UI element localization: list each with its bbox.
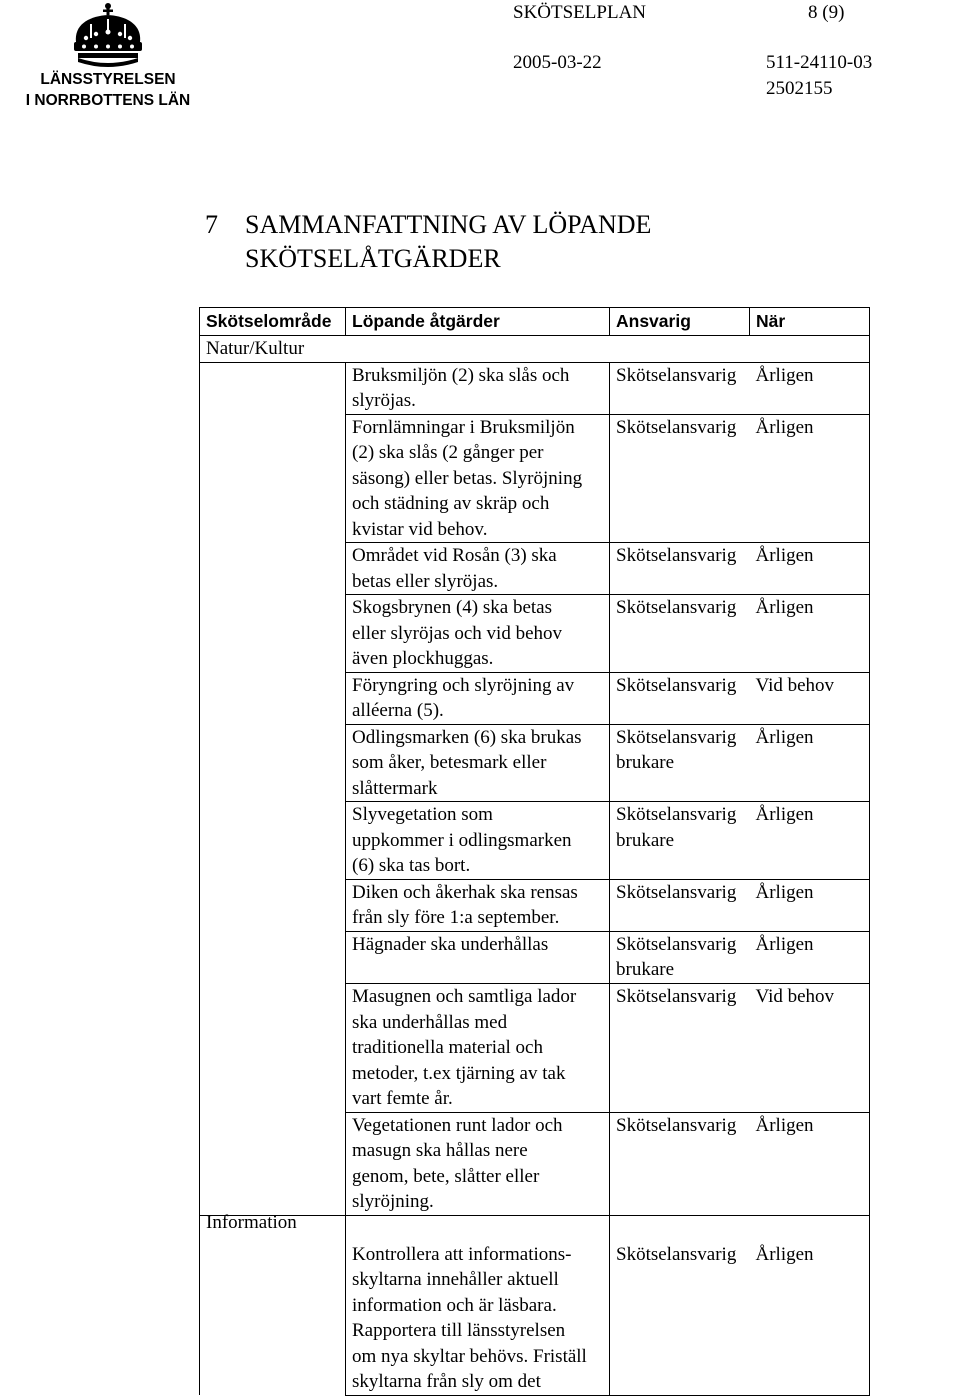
responsible-text: Skötselansvarig [616, 1114, 737, 1136]
table-row [200, 724, 870, 802]
when-cell: Årligen [750, 595, 870, 673]
action-text: säsong) eller betas. Slyröjning [352, 467, 583, 489]
responsible-text: Skötselansvarig [616, 804, 737, 825]
when-cell: Årligen [750, 1215, 870, 1395]
table-row [200, 595, 870, 673]
column-header: Löpande åtgärder [346, 308, 610, 336]
responsible-cell [610, 1112, 750, 1215]
when-cell: Årligen [750, 879, 870, 931]
reference-number: 511-24110-03 [766, 52, 873, 73]
maintenance-table [199, 307, 870, 1396]
action-cell [346, 362, 610, 414]
table-row [200, 543, 870, 595]
action-text: och städning av skräp och [352, 493, 550, 514]
responsible-cell [610, 879, 750, 931]
action-text: om nya skyltar behövs. Friställ [352, 1345, 587, 1367]
action-text: slyröjas. [352, 390, 416, 411]
page-number: 8 (9) [808, 2, 845, 23]
action-text: genom, bete, slåtter eller [352, 1165, 540, 1187]
action-text: slåttermark [352, 777, 438, 799]
action-cell [346, 1215, 610, 1395]
responsible-text: Skötselansvarig [616, 416, 737, 438]
action-cell [346, 802, 610, 880]
responsible-text: Skötselansvarig [616, 1243, 737, 1265]
action-text: Hägnader ska underhållas [352, 933, 549, 955]
area-cell [200, 879, 346, 931]
action-text: Diken och åkerhak ska rensas [352, 881, 578, 903]
responsible-cell [610, 595, 750, 673]
table-row [200, 1112, 870, 1215]
group-label: Natur/Kultur [200, 336, 870, 363]
area-cell [200, 931, 346, 984]
column-header: Skötselområde [200, 308, 346, 336]
table-row [200, 802, 870, 880]
action-cell [346, 1112, 610, 1215]
table-row [200, 931, 870, 984]
responsible-cell [610, 1215, 750, 1395]
responsible-text: Skötselansvarig [616, 545, 737, 566]
table-row [200, 879, 870, 931]
responsible-text: Skötselansvarig [616, 364, 737, 386]
when-cell: Årligen [750, 802, 870, 880]
action-text: Föryngring och slyröjning av [352, 674, 575, 696]
action-text: eller slyröjas och vid behov [352, 622, 563, 644]
document-date: 2005-03-22 [513, 52, 602, 73]
area-cell [200, 543, 346, 595]
responsible-text: Skötselansvarig [616, 881, 737, 903]
action-cell [346, 672, 610, 724]
area-cell [200, 802, 346, 880]
responsible-cell [610, 672, 750, 724]
action-cell [346, 414, 610, 543]
section-number: 7 [205, 210, 218, 239]
table-row [200, 1215, 870, 1395]
responsible-text: Skötselansvarig [616, 986, 737, 1007]
responsible-text: brukare [616, 959, 675, 980]
responsible-cell [610, 802, 750, 880]
responsible-cell [610, 931, 750, 984]
when-cell: Årligen [750, 931, 870, 984]
responsible-text: brukare [616, 829, 675, 851]
area-cell [200, 414, 346, 543]
area-cell [200, 1112, 346, 1215]
action-cell [346, 931, 610, 984]
table-row [200, 414, 870, 543]
when-cell: Årligen [750, 543, 870, 595]
document-title: SKÖTSELPLAN [513, 2, 647, 23]
org-name-line2: I NORRBOTTENS LÄN [25, 92, 191, 109]
action-text: skyltarna från sly om det [352, 1371, 541, 1392]
action-text: (6) ska tas bort. [352, 855, 471, 876]
org-name-line1: LÄNSSTYRELSEN [40, 71, 176, 88]
area-cell [200, 362, 346, 414]
table-header-row [200, 308, 870, 336]
action-text: information och är läsbara. [352, 1294, 557, 1316]
group-label-information: Information [206, 1212, 297, 1233]
responsible-text: Skötselansvarig [616, 933, 737, 955]
action-text: Bruksmiljön (2) ska slås och [352, 364, 570, 386]
action-text: uppkommer i odlingsmarken [352, 829, 572, 851]
action-cell [346, 543, 610, 595]
group-row [200, 336, 870, 363]
reference-number-2: 2502155 [766, 78, 833, 99]
when-cell: Vid behov [750, 984, 870, 1113]
action-text: metoder, t.ex tjärning av tak [352, 1062, 566, 1084]
crown-icon [66, 2, 150, 68]
responsible-cell [610, 414, 750, 543]
action-text: skyltarna innehåller aktuell [352, 1269, 559, 1290]
responsible-text: Skötselansvarig [616, 726, 737, 748]
area-cell [200, 724, 346, 802]
responsible-text: Skötselansvarig [616, 597, 737, 618]
action-text: (2) ska slås (2 gånger per [352, 442, 544, 463]
action-text: Slyvegetation som [352, 804, 493, 825]
when-cell: Vid behov [750, 672, 870, 724]
table-row [200, 672, 870, 724]
column-header: Ansvarig [610, 308, 750, 336]
responsible-text: brukare [616, 752, 675, 773]
action-cell [346, 984, 610, 1113]
when-cell: Årligen [750, 1112, 870, 1215]
responsible-cell [610, 984, 750, 1113]
responsible-cell [610, 362, 750, 414]
action-text: som åker, betesmark eller [352, 752, 547, 773]
action-cell [346, 595, 610, 673]
table-row [200, 984, 870, 1113]
action-text: Masugnen och samtliga lador [352, 986, 577, 1007]
action-text: Kontrollera att informations- [352, 1243, 572, 1265]
area-cell [200, 1215, 346, 1395]
action-text: alléerna (5). [352, 700, 444, 721]
action-text: Området vid Rosån (3) ska [352, 545, 557, 566]
action-text: masugn ska hållas nere [352, 1140, 528, 1161]
responsible-cell [610, 724, 750, 802]
action-text: Odlingsmarken (6) ska brukas [352, 726, 582, 748]
action-text: traditionella material och [352, 1037, 543, 1058]
action-text: från sly före 1:a september. [352, 907, 560, 928]
action-text: även plockhuggas. [352, 648, 494, 669]
column-header: När [750, 308, 870, 336]
area-cell [200, 595, 346, 673]
action-text: ska underhållas med [352, 1011, 508, 1033]
action-cell [346, 879, 610, 931]
action-text: slyröjning. [352, 1191, 434, 1212]
table-row [200, 362, 870, 414]
when-cell: Årligen [750, 414, 870, 543]
area-cell [200, 984, 346, 1113]
action-text: Rapportera till länsstyrelsen [352, 1320, 566, 1341]
action-text: Fornlämningar i Bruksmiljön [352, 416, 575, 438]
action-text: vart femte år. [352, 1088, 453, 1109]
when-cell: Årligen [750, 724, 870, 802]
responsible-text: Skötselansvarig [616, 674, 737, 696]
action-text: betas eller slyröjas. [352, 570, 499, 592]
action-text: kvistar vid behov. [352, 518, 488, 540]
action-text: Skogsbrynen (4) ska betas [352, 597, 552, 618]
action-text: Vegetationen runt lador och [352, 1114, 563, 1136]
responsible-cell [610, 543, 750, 595]
when-cell: Årligen [750, 362, 870, 414]
section-title: SAMMANFATTNING AV LÖPANDE SKÖTSELÅTGÄRDER [245, 210, 652, 273]
action-cell [346, 724, 610, 802]
area-cell [200, 672, 346, 724]
